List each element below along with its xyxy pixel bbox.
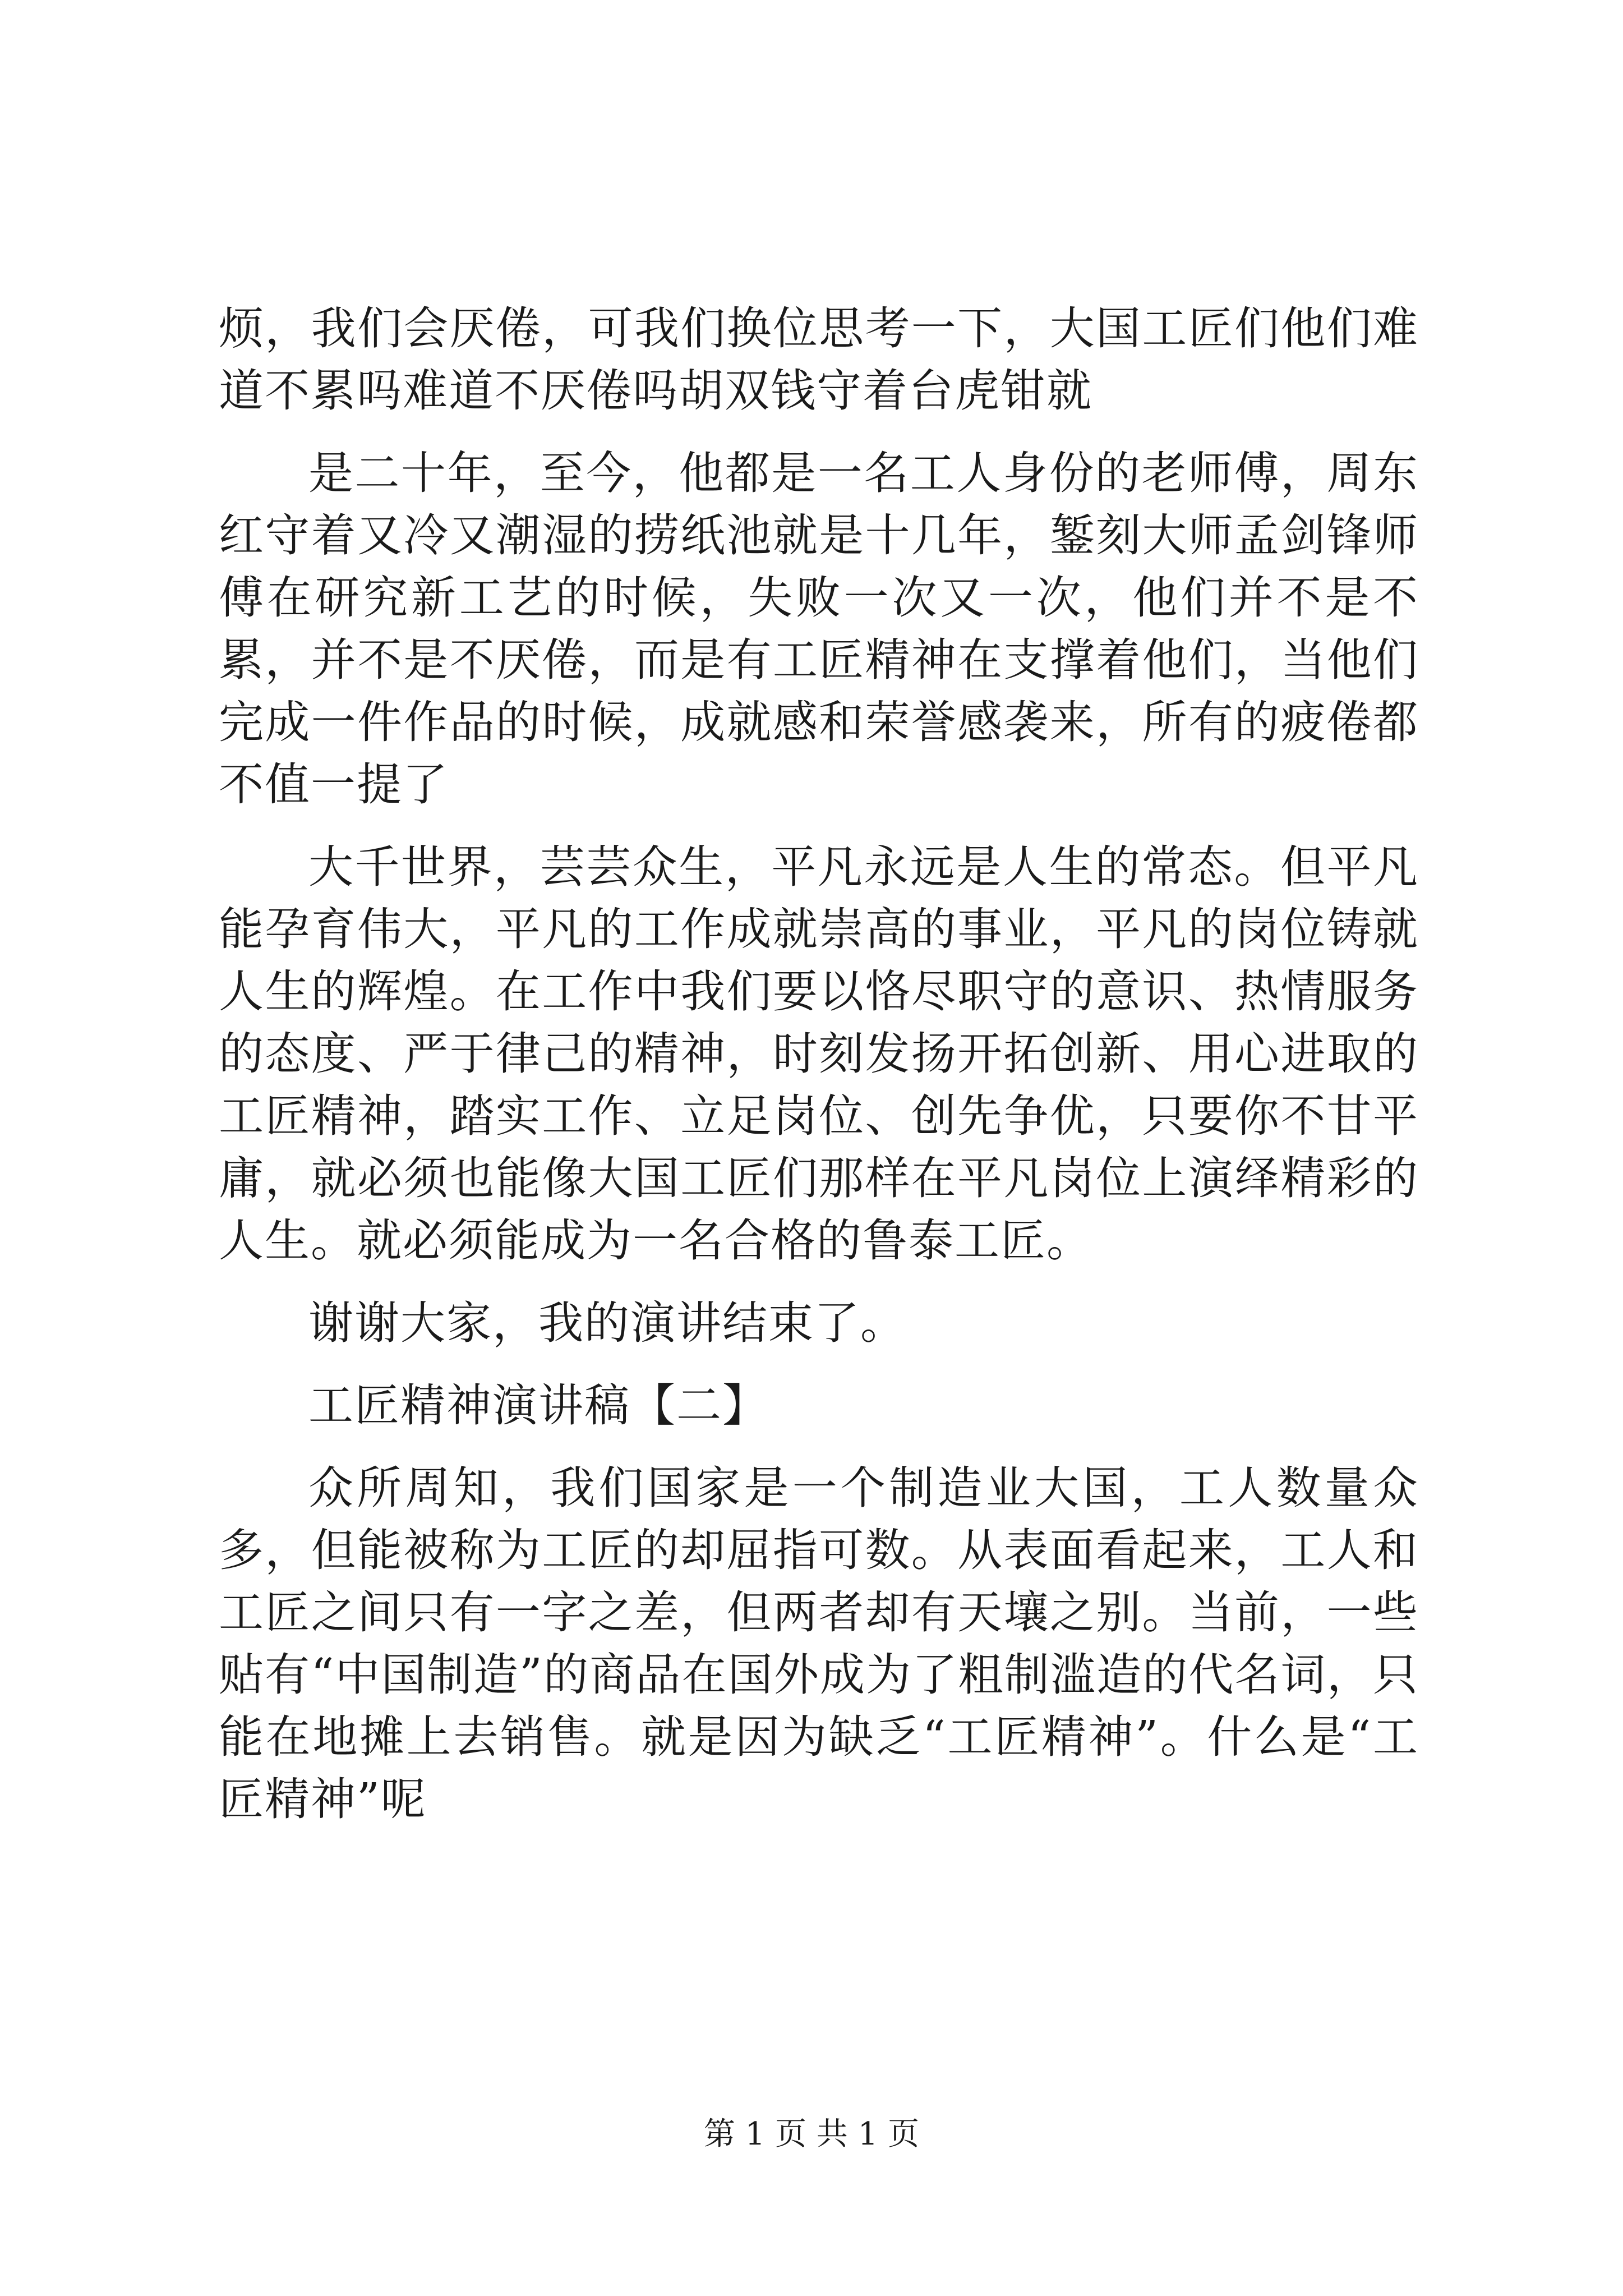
- page-footer: 第 1 页 共 1 页: [703, 2116, 920, 2152]
- paragraph: 大千世界，芸芸众生，平凡永远是人生的常态。但平凡能孕育伟大，平凡的工作成就崇高的事业，平凡的岗位铸就人生的辉煌。在工作中我们要以恪尽职守的意识、热情服务的态度、严于律己的精神，时刻发扬开拓创新、用心进取的工匠精神，踏实工作、立足岗位、创先争优，只要你不甘平庸，就必须也能像大国工匠们那样在平凡岗位上演绎精彩的人生。就必须能成为一名合格的鲁泰工匠。: [219, 841, 1419, 1267]
- document-body: [219, 297, 1419, 1851]
- section-heading: 工匠精神演讲稿【二】: [308, 1379, 768, 1432]
- paragraph: 众所周知，我们国家是一个制造业大国，工人数量众多，但能被称为工匠的却屈指可数。从表面看起来，工人和工匠之间只有一字之差，但两者却有天壤之别。当前，一些贴有“中国制造”的商品在国外成为了粗制滥造的代名词，只能在地摊上去销售。就是因为缺乏“工匠精神”。什么是“工匠精神”呢: [219, 1462, 1419, 1825]
- paragraph: 谢谢大家，我的演讲结束了。: [308, 1297, 906, 1349]
- paragraph: 烦，我们会厌倦，可我们换位思考一下，大国工匠们他们难道不累吗难道不厌倦吗胡双钱守着台虎钳就: [219, 302, 1419, 417]
- paragraph: 是二十年，至今，他都是一名工人身份的老师傅，周东红守着又冷又潮湿的捞纸池就是十几年，錾刻大师孟剑锋师傅在研究新工艺的时候，失败一次又一次，他们并不是不累，并不是不厌倦，而是有工匠精神在支撑着他们，当他们完成一件作品的时候，成就感和荣誉感袭来，所有的疲倦都不值一提了: [219, 447, 1419, 811]
